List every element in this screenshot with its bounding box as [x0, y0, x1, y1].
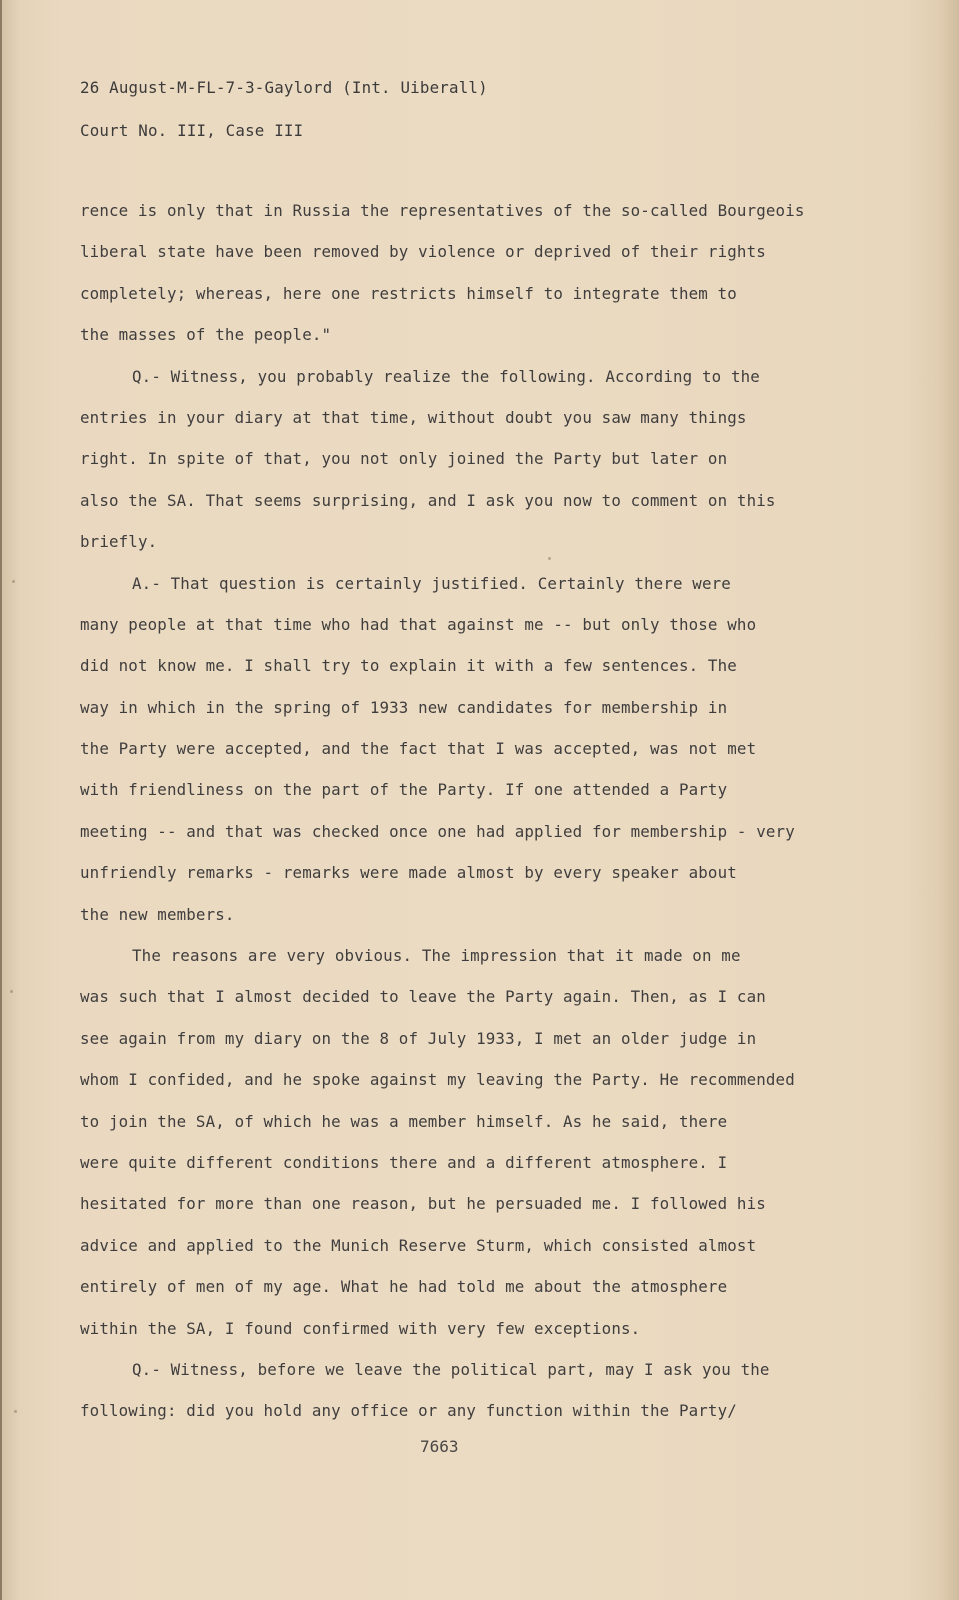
text-line: the Party were accepted, and the fact that I was accepted, was not met [80, 739, 757, 759]
text-line: entries in your diary at that time, without doubt you saw many things [80, 407, 747, 427]
answer-line: A.- That question is certainly justified. Certainly there were [132, 573, 731, 593]
paper-speck [548, 557, 551, 560]
text-line: right. In spite of that, you not only joined the Party but later on [80, 449, 728, 469]
paper-speck [10, 990, 13, 993]
text-line: was such that I almost decided to leave the Party again. Then, as I can [80, 987, 766, 1007]
text-line: entirely of men of my age. What he had told me about the atmosphere [80, 1277, 728, 1297]
text-line: did not know me. I shall try to explain it with a few sentences. The [80, 656, 737, 676]
text-line: were quite different conditions there and a different atmosphere. I [80, 1152, 728, 1172]
text-line: way in which in the spring of 1933 new candidates for membership in [80, 697, 728, 717]
text-line: the new members. [80, 904, 235, 924]
paragraph-start-line: The reasons are very obvious. The impression that it made on me [132, 946, 741, 966]
text-line: following: did you hold any office or any function within the Party/ [80, 1401, 737, 1421]
text-line: hesitated for more than one reason, but he persuaded me. I followed his [80, 1194, 766, 1214]
question-line: Q.- Witness, you probably realize the following. According to the [132, 366, 760, 386]
paper-speck [14, 1410, 17, 1413]
text-line: briefly. [80, 532, 158, 552]
text-line: many people at that time who had that against me -- but only those who [80, 614, 757, 634]
text-line: advice and applied to the Munich Reserve Sturm, which consisted almost [80, 1235, 757, 1255]
page-number: 7663 [420, 1437, 459, 1456]
text-line: the masses of the people." [80, 325, 332, 345]
text-line: to join the SA, of which he was a member himself. As he said, there [80, 1111, 728, 1131]
text-line: liberal state have been removed by violence or deprived of their rights [80, 242, 766, 262]
text-line: rence is only that in Russia the representatives of the so-called Bourgeois [80, 201, 805, 220]
transcript-body [80, 200, 940, 1442]
question-line: Q.- Witness, before we leave the political part, may I ask you the [132, 1359, 770, 1379]
text-line: with friendliness on the part of the Party. If one attended a Party [80, 780, 728, 800]
paper-speck [12, 580, 15, 583]
text-line: completely; whereas, here one restricts himself to integrate them to [80, 283, 737, 303]
text-line: also the SA. That seems surprising, and I ask you now to comment on this [80, 490, 776, 510]
text-line: unfriendly remarks - remarks were made almost by every speaker about [80, 863, 737, 883]
text-line: see again from my diary on the 8 of July 1933, I met an older judge in [80, 1028, 757, 1048]
text-line: within the SA, I found confirmed with very few exceptions. [80, 1318, 641, 1338]
text-line: meeting -- and that was checked once one had applied for membership - very [80, 821, 795, 841]
text-line: whom I confided, and he spoke against my leaving the Party. He recommended [80, 1070, 795, 1090]
document-header [80, 77, 920, 163]
header-court-line: Court No. III, Case III [80, 121, 304, 140]
header-reference-line: 26 August-M-FL-7-3-Gaylord (Int. Uiberall) [80, 78, 488, 97]
